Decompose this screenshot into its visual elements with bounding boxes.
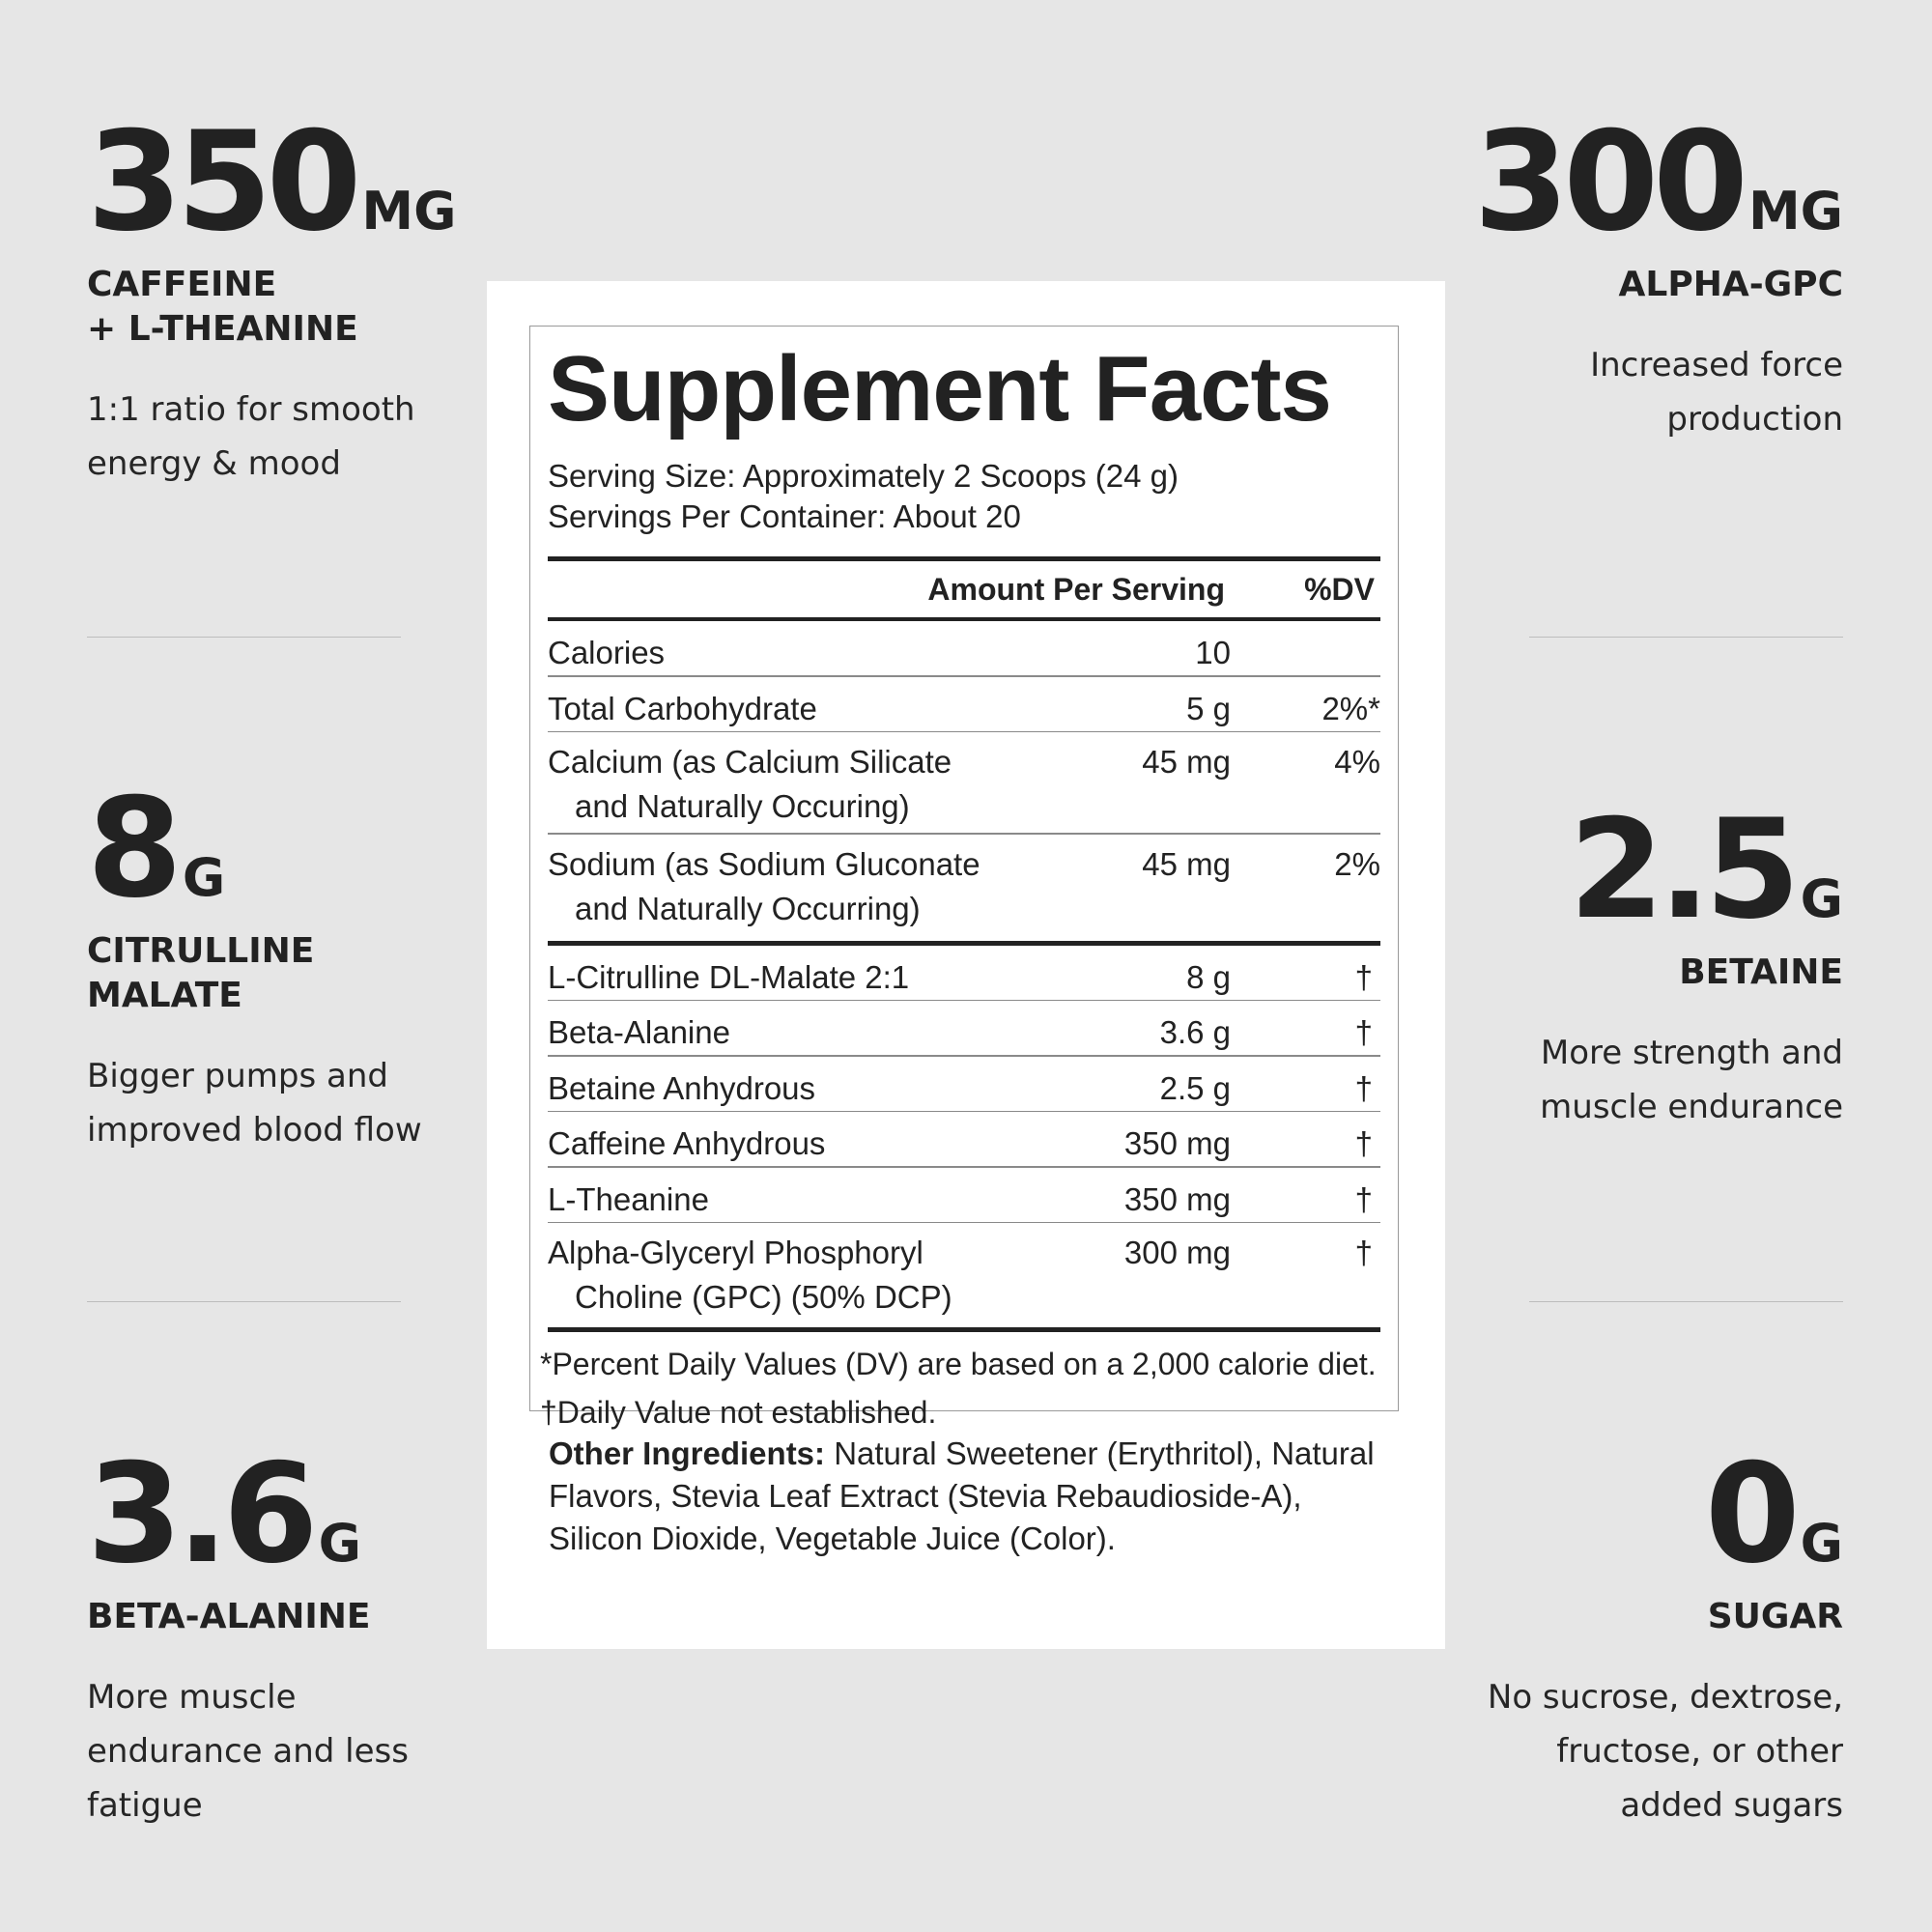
stat-name: BETAINE <box>1679 952 1843 992</box>
stat-name: CITRULLINE MALATE <box>87 931 315 1015</box>
ingredient-amount: 350 mg <box>1123 1180 1231 1217</box>
right-divider-2 <box>1529 1301 1843 1302</box>
ingredient-name: L-Citrulline DL-Malate 2:1 <box>548 958 910 995</box>
stat-alpha-gpc <box>1437 102 1843 446</box>
other-ingredients-text: Natural Sweetener (Erythritol), Natural Flavors, Stevia Leaf Extract (Stevia Rebaudioside-A), Silicon Dioxide, Vegetable Juice (Color). <box>549 1435 1375 1556</box>
ingredient-amount: 8 g <box>1186 958 1231 995</box>
ingredient-amount: 300 mg <box>1123 1235 1231 1270</box>
nutrient-amount: 5 g <box>1186 690 1231 726</box>
ingredient-row <box>548 946 1380 1000</box>
ingredient-amount: 350 mg <box>1123 1125 1231 1161</box>
stat-name: CAFFEINE + L-THEANINE <box>87 265 358 349</box>
facts-header-row <box>548 561 1380 617</box>
nutrient-name: Total Carbohydrate <box>548 690 817 726</box>
ingredient-dv: † <box>1354 958 1373 995</box>
stat-unit: G <box>182 847 226 908</box>
stat-description: More muscle endurance and less fatigue <box>87 1678 409 1825</box>
stat-description: No sucrose, dextrose, fructose, or other added sugars <box>1487 1678 1843 1825</box>
stat-unit: G <box>1800 1513 1843 1574</box>
stat-caffeine <box>87 102 493 491</box>
ingredient-name: Caffeine Anhydrous <box>548 1125 826 1161</box>
stat-description: 1:1 ratio for smooth energy & mood <box>87 390 415 483</box>
nutrient-amount: 10 <box>1195 635 1231 670</box>
ingredient-dv: † <box>1354 1125 1373 1161</box>
stat-description: More strength and muscle endurance <box>1540 1034 1843 1126</box>
stat-beta-alanine <box>87 1435 493 1833</box>
stat-amount: 8 G <box>87 769 226 928</box>
nutrient-name: Calories <box>548 635 666 670</box>
footnote-dagger: †Daily Value not established. <box>540 1395 937 1430</box>
stat-description: Bigger pumps and improved blood flow <box>87 1057 422 1150</box>
stat-name: SUGAR <box>1707 1597 1843 1636</box>
ingredient-name: L-Theanine <box>548 1180 709 1217</box>
stat-amount: 0 G <box>1704 1435 1843 1594</box>
other-ingredients <box>549 1433 1379 1560</box>
ingredient-name: Betaine Anhydrous <box>548 1069 816 1106</box>
stat-amount: 300 MG <box>1473 102 1843 262</box>
serving-size: Serving Size: Approximately 2 Scoops (24 g) <box>548 458 1179 494</box>
nutrient-row <box>548 835 1380 935</box>
left-divider-1 <box>87 637 401 638</box>
ingredient-name: Beta-Alanine <box>548 1014 730 1050</box>
servings-per-container: Servings Per Container: About 20 <box>548 498 1021 534</box>
ingredient-amount: 3.6 g <box>1159 1014 1231 1050</box>
nutrient-row <box>548 732 1380 833</box>
ingredient-row <box>548 1112 1380 1166</box>
nutrient-name: Sodium (as Sodium Gluconate and Naturally Occurring) <box>548 845 980 926</box>
ingredient-row <box>548 1168 1380 1222</box>
stat-unit: G <box>1800 868 1843 929</box>
ingredient-dv: † <box>1354 1180 1373 1217</box>
nutrient-dv: 4% <box>1334 744 1380 780</box>
stat-name: BETA-ALANINE <box>87 1597 371 1636</box>
other-ingredients-label: Other Ingredients: <box>549 1435 826 1471</box>
ingredient-dv: † <box>1354 1014 1373 1050</box>
stat-unit: MG <box>1747 181 1843 242</box>
rule-thick <box>548 1327 1380 1332</box>
stat-amount: 2.5 G <box>1569 790 1843 950</box>
supplement-facts-label <box>529 326 1399 1430</box>
ingredient-row <box>548 1057 1380 1111</box>
stat-citrulline <box>87 769 493 1157</box>
ingredient-dv: † <box>1354 1069 1373 1106</box>
ingredient-name: Alpha-Glyceryl Phosphoryl Choline (GPC) (50% DCP) <box>548 1235 952 1315</box>
stat-amount: 350 MG <box>87 102 457 262</box>
stat-name: ALPHA-GPC <box>1618 265 1843 304</box>
facts-title: Supplement Facts <box>548 337 1331 440</box>
left-divider-2 <box>87 1301 401 1302</box>
stat-description: Increased force production <box>1590 346 1843 439</box>
nutrient-amount: 45 mg <box>1142 744 1231 780</box>
nutrient-amount: 45 mg <box>1142 845 1231 882</box>
nutrient-row <box>548 621 1380 675</box>
stat-betaine <box>1437 790 1843 1134</box>
ingredient-row <box>548 1001 1380 1055</box>
header-amount: Amount Per Serving <box>927 571 1225 607</box>
supplement-panel <box>487 281 1445 1649</box>
header-dv: %DV <box>1304 571 1375 607</box>
ingredient-amount: 2.5 g <box>1159 1069 1231 1106</box>
nutrient-name: Calcium (as Calcium Silicate and Naturally Occuring) <box>548 744 952 824</box>
footnote-dv: *Percent Daily Values (DV) are based on a 2,000 calorie diet. <box>540 1347 1377 1381</box>
ingredient-dv: † <box>1354 1235 1373 1270</box>
ingredient-row <box>548 1223 1380 1323</box>
right-divider-1 <box>1529 637 1843 638</box>
nutrient-dv: 2% <box>1334 845 1380 882</box>
nutrient-row <box>548 677 1380 731</box>
stat-sugar <box>1437 1435 1843 1833</box>
nutrient-dv: 2%* <box>1321 690 1380 726</box>
stat-unit: G <box>318 1513 361 1574</box>
stat-amount: 3.6 G <box>87 1435 361 1594</box>
nutrient-dv <box>1231 631 1380 675</box>
stat-unit: MG <box>361 181 457 242</box>
